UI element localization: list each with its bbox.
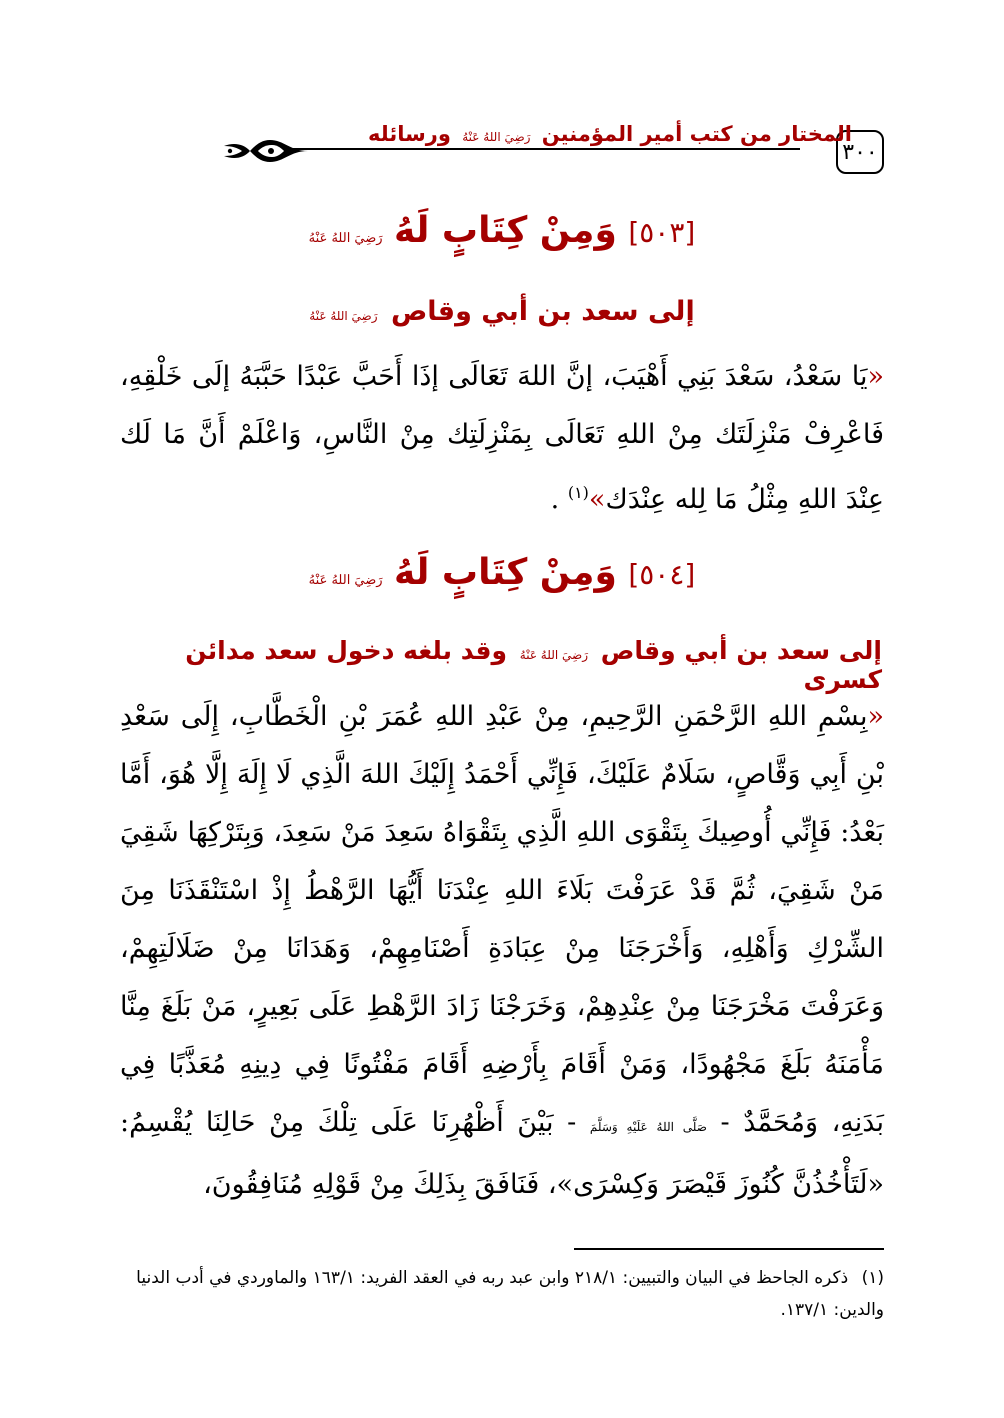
letter-body-503 bbox=[120, 348, 884, 529]
header-title: المختار من كتب أمير المؤمنين bbox=[541, 122, 852, 146]
section-subtitle-503 bbox=[118, 296, 882, 327]
section-heading-text: وَمِنْ كِتَابٍ لَهُ bbox=[394, 210, 617, 251]
section-honorific: رَضِيَ اللهُ عَنْهُ bbox=[308, 573, 383, 588]
subtitle-text: إلى سعد بن أبي وقاص bbox=[600, 636, 882, 665]
section-number: [٥٠٣] bbox=[628, 216, 696, 249]
letter-body-504 bbox=[120, 688, 884, 1214]
subtitle-text-continued: وقد بلغه دخول سعد مدائن كسرى bbox=[185, 636, 882, 694]
end-punctuation: . bbox=[550, 484, 560, 515]
section-heading-504 bbox=[120, 552, 884, 593]
header-rule bbox=[292, 148, 800, 150]
header-title-suffix: ورسائله bbox=[368, 122, 451, 146]
letter-text: بِسْمِ اللهِ الرَّحْمَنِ الرَّحِيمِ، مِنْ عَبْدِ اللهِ عُمَرَ بْنِ الْخَطَّابِ، إِلَى سَعْدِ بْنِ أَبِي وَقَّاصٍ، سَلَامٌ عَلَيْكَ، فَإِنِّي أَحْمَدُ إِلَيْكَ اللهَ الَّذِي لَا إِلَهَ إِلَّا هُوَ، أَمَّا بَعْدُ: فَإِنِّي أُوصِيكَ بِتَقْوَى اللهِ الَّذِي بِتَقْوَاهُ سَعِدَ مَنْ سَعِدَ، وَبِتَرْكِهَا شَقِيَ مَنْ شَقِيَ، ثُمَّ قَدْ عَرَفْتَ بَلَاءَ اللهِ عِنْدَنَا أَيُّهَا الرَّهْطُ إِذْ اسْتَنْقَذَنَا مِنَ الشِّرْكِ وَأَهْلِهِ، وَأَخْرَجَنَا مِنْ عِبَادَةِ أَصْنَامِهِمْ، وَهَدَانَا مِنْ ضَلَالَتِهِمْ، وَعَرَفْتَ مَخْرَجَنَا مِنْ عِنْدِهِمْ، وَخَرَجْنَا زَادَ الرَّهْطِ عَلَى بَعِيرٍ، مَنْ بَلَغَ مِنَّا مَأْمَنَهُ بَلَغَ مَجْهُودًا، وَمَنْ أَقَامَ بِأَرْضِهِ أَقَامَ مَفْتُونًا فِي دِينِهِ مُعَذَّبًا فِي بَدَنِهِ، وَمُحَمَّدٌ - bbox=[120, 701, 884, 1138]
subtitle-honorific: رَضِيَ اللهُ عَنْهُ bbox=[519, 648, 589, 662]
footnote-text: ذكره الجاحظ في البيان والتبيين: ٢١٨/١ وابن عبد ربه في العقد الفريد: ١٦٣/١ والماوردي في أدب الدنيا والدين: ١٣٧/١. bbox=[136, 1268, 884, 1320]
subtitle-text: إلى سعد بن أبي وقاص bbox=[390, 296, 695, 327]
footnote-reference[interactable]: (١) bbox=[567, 483, 589, 502]
ornament-icon bbox=[220, 134, 310, 168]
subtitle-honorific: رَضِيَ اللهُ عَنْهُ bbox=[309, 309, 378, 323]
running-header bbox=[332, 122, 852, 146]
section-heading-503 bbox=[120, 210, 884, 251]
letter-text-continued: - بَيْنَ أَظْهُرِنَا عَلَى تِلْكَ مِنْ حَالِنَا يُقْسِمُ: «لَتَأْخُذُنَّ كُنُوزَ قَيْصَرَ وَكِسْرَى»، فَنَافَقَ بِذَلِكَ مِنْ قَوْلِهِ مُنَافِقُونَ، bbox=[120, 1107, 884, 1200]
section-honorific: رَضِيَ اللهُ عَنْهُ bbox=[308, 231, 383, 246]
letter-text: يَا سَعْدُ، سَعْدَ بَنِي أَهْيَبَ، إنَّ اللهَ تَعَالَى إذَا أَحَبَّ عَبْدًا حَبَّبَهُ إلَى خَلْقِهِ، فَاعْرِفْ مَنْزِلَتَك مِنْ اللهِ تَعَالَى بِمَنْزِلَتِك مِنْ النَّاسِ، وَاعْلَمْ أَنَّ مَا لَك عِنْدَ اللهِ مِثْلُ مَا لِله عِنْدَك bbox=[120, 361, 884, 515]
quote-close: » bbox=[588, 484, 606, 515]
section-subtitle-504 bbox=[118, 636, 882, 694]
quote-open: « bbox=[867, 701, 884, 732]
quote-open: « bbox=[867, 361, 884, 392]
section-heading-text: وَمِنْ كِتَابٍ لَهُ bbox=[394, 552, 617, 593]
footnote-rule bbox=[574, 1248, 884, 1250]
section-number: [٥٠٤] bbox=[628, 558, 696, 591]
page-number-text: ٣٠٠ bbox=[842, 139, 878, 165]
header-honorific: رَضِيَ اللهُ عَنْهُ bbox=[462, 130, 531, 144]
footnote bbox=[112, 1262, 884, 1326]
sallallah-glyph: صَلَّى اللهُ عَلَيْهِ وَسَلَّمَ bbox=[589, 1120, 707, 1134]
footnote-number: (١) bbox=[861, 1268, 884, 1288]
